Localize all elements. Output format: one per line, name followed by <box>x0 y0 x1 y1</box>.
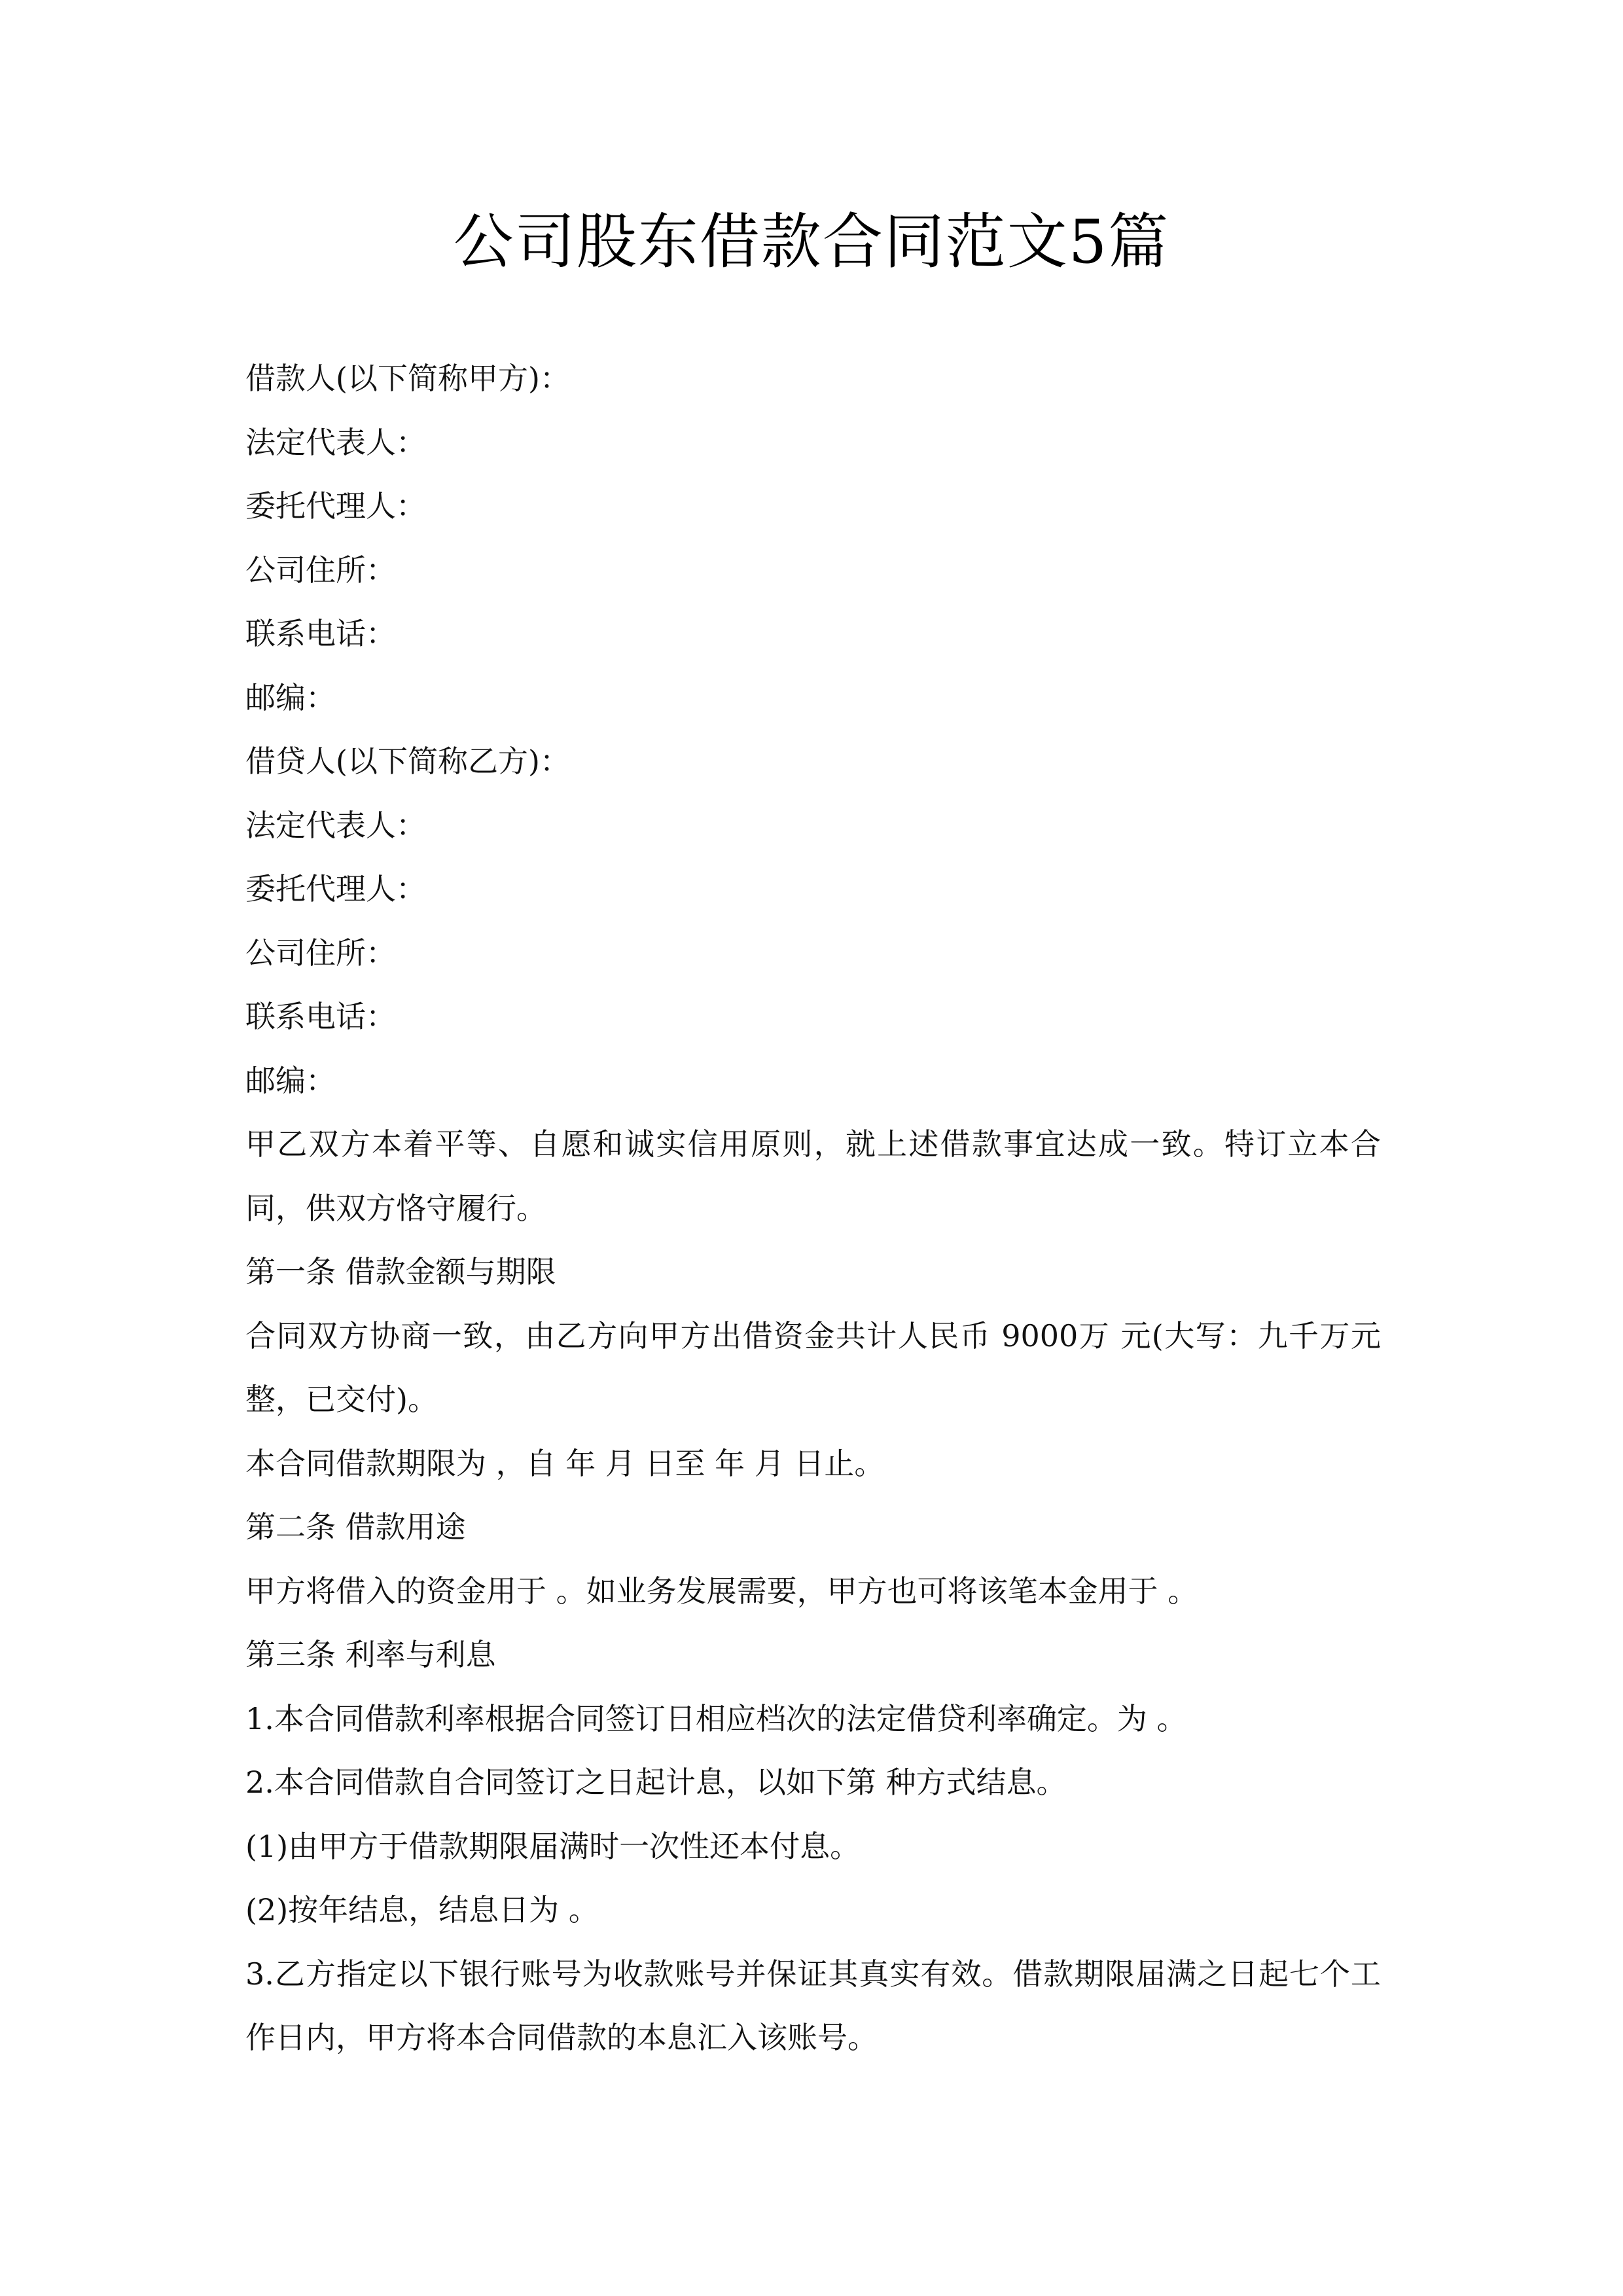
party-b-section <box>245 730 1381 1113</box>
article-paragraph: (1)由甲方于借款期限届满时一次性还本付息。 <box>245 1828 861 1864</box>
party-b-legal-rep: 法定代表人： <box>245 807 426 843</box>
party-b-phone: 联系电话： <box>245 999 396 1034</box>
party-a-address: 公司住所： <box>245 552 396 588</box>
article-1 <box>245 1240 1381 1496</box>
document-title: 公司股东借款合同范文5篇 <box>453 207 1170 277</box>
article-heading: 第二条 借款用途 <box>245 1509 466 1545</box>
party-b-postcode: 邮编： <box>245 1062 336 1098</box>
article-paragraph: 3.乙方指定以下银行账号为收款账号并保证其真实有效。借款期限届满之日起七个工作日内，甲方将本合同借款的本息汇入该账号。 <box>245 1956 1381 2055</box>
party-a-legal-rep: 法定代表人： <box>245 424 426 460</box>
article-3 <box>245 1623 1381 2070</box>
party-b-address: 公司住所： <box>245 935 396 971</box>
article-2 <box>245 1496 1381 1623</box>
document-body <box>245 347 1381 2070</box>
party-b-agent: 委托代理人： <box>245 871 426 906</box>
article-paragraph: (2)按年结息，结息日为 。 <box>245 1892 599 1928</box>
party-a-postcode: 邮编： <box>245 679 336 715</box>
article-heading: 第一条 借款金额与期限 <box>245 1254 556 1289</box>
article-paragraph: 1.本合同借款利率根据合同签订日相应档次的法定借贷利率确定。为 。 <box>245 1700 1187 1736</box>
article-paragraph: 甲方将借入的资金用于 。如业务发展需要，甲方也可将该笔本金用于 。 <box>245 1573 1198 1609</box>
preamble-paragraph: 甲乙双方本着平等、自愿和诚实信用原则，就上述借款事宜达成一致。特订立本合同，供双方恪守履行。 <box>245 1126 1381 1226</box>
article-paragraph: 2.本合同借款自合同签订之日起计息，以如下第 种方式结息。 <box>245 1765 1067 1800</box>
article-paragraph: 合同双方协商一致，由乙方向甲方出借资金共计人民币 9000万 元(大写：九千万元整，已交付)。 <box>245 1318 1381 1417</box>
party-b-heading: 借贷人(以下简称乙方)： <box>245 744 570 779</box>
article-heading: 第三条 利率与利息 <box>245 1637 496 1672</box>
party-a-phone: 联系电话： <box>245 616 396 651</box>
party-a-heading: 借款人(以下简称甲方)： <box>245 361 570 396</box>
party-a-section <box>245 347 1381 730</box>
article-paragraph: 本合同借款期限为 ，自 年 月 日至 年 月 日止。 <box>245 1445 885 1481</box>
party-a-agent: 委托代理人： <box>245 488 426 524</box>
